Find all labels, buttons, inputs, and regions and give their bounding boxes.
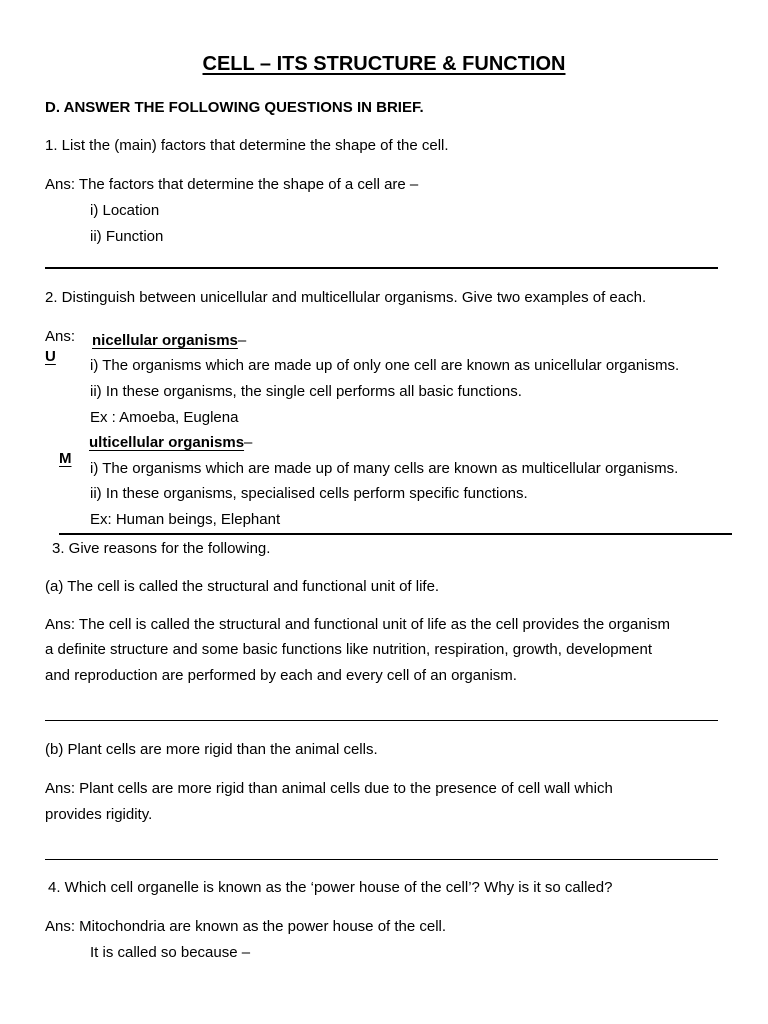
divider	[45, 720, 718, 721]
uni-drop-letter: U	[45, 348, 56, 365]
q4-question: 4. Which cell organelle is known as the ‘power house of the cell’? Why is it so called?	[48, 879, 613, 896]
q3a-answer-line: and reproduction are performed by each and every cell of an organism.	[45, 667, 517, 684]
uni-point: ii) In these organisms, the single cell performs all basic functions.	[90, 383, 522, 400]
q3b-answer-line: provides rigidity.	[45, 806, 153, 823]
q3b-question: (b) Plant cells are more rigid than the animal cells.	[45, 741, 378, 758]
q3a-answer-line: Ans: The cell is called the structural and functional unit of life as the cell provides the organism	[45, 616, 671, 633]
multi-heading-dash: –	[244, 434, 253, 451]
q2-ans-label: Ans:	[45, 328, 76, 345]
multi-heading-wrap	[89, 435, 252, 450]
multi-point: ii) In these organisms, specialised cells perform specific functions.	[90, 485, 528, 502]
q4-continuation: It is called so because –	[90, 944, 251, 961]
multi-drop-letter: M	[59, 450, 72, 467]
multi-point: i) The organisms which are made up of many cells are known as multicellular organisms.	[90, 460, 679, 477]
q1-point: i) Location	[90, 202, 160, 219]
divider	[45, 859, 718, 860]
divider	[45, 267, 718, 269]
page-title: CELL – ITS STRUCTURE & FUNCTION	[202, 53, 566, 75]
divider	[59, 533, 732, 535]
q3b-answer-line: Ans: Plant cells are more rigid than animal cells due to the presence of cell wall which	[45, 780, 613, 797]
uni-point: i) The organisms which are made up of only one cell are known as unicellular organisms.	[90, 357, 680, 374]
q3a-question: (a) The cell is called the structural and functional unit of life.	[45, 578, 440, 595]
q3a-answer-line: a definite structure and some basic functions like nutrition, respiration, growth, development	[45, 641, 652, 658]
multi-example: Ex: Human beings, Elephant	[90, 511, 281, 528]
uni-example: Ex : Amoeba, Euglena	[90, 409, 239, 426]
multi-heading: ulticellular organisms	[89, 434, 245, 451]
uni-heading-dash: –	[237, 332, 247, 349]
section-heading: D. ANSWER THE FOLLOWING QUESTIONS IN BRIEF.	[45, 99, 424, 116]
q1-question: 1. List the (main) factors that determine the shape of the cell.	[45, 137, 449, 154]
uni-heading-wrap	[92, 333, 246, 348]
q4-answer: Ans: Mitochondria are known as the power house of the cell.	[45, 918, 447, 935]
q1-point: ii) Function	[90, 228, 164, 245]
q2-question: 2. Distinguish between unicellular and multicellular organisms. Give two examples of each.	[45, 289, 647, 306]
uni-heading: nicellular organisms	[92, 332, 238, 349]
q3-question: 3. Give reasons for the following.	[52, 540, 271, 557]
q1-answer-intro: Ans: The factors that determine the shape of a cell are –	[45, 176, 419, 193]
